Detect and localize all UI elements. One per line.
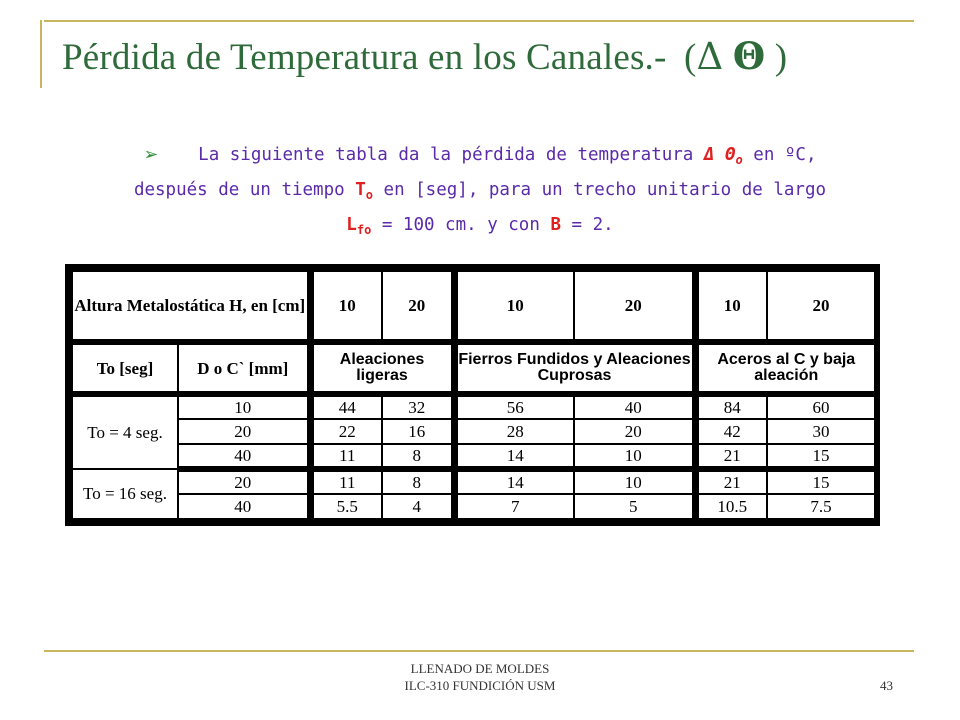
t-symbol: T <box>355 180 366 200</box>
intro-text-4: en [seg], para un trecho unitario de largo <box>383 180 827 200</box>
value-cell: 11 <box>310 469 382 494</box>
intro-text-6: = 2. <box>571 215 614 235</box>
table-row <box>72 494 875 519</box>
intro-text-2: en ºC, <box>753 145 817 165</box>
top-rule <box>44 20 914 22</box>
table-row <box>72 394 875 419</box>
value-cell: 21 <box>695 469 767 494</box>
footer <box>350 660 610 694</box>
value-cell: 21 <box>695 444 767 469</box>
height-cell: 20 <box>767 271 875 342</box>
height-cell: 20 <box>574 271 695 342</box>
temperature-loss-table-frame <box>65 264 880 526</box>
value-cell: 16 <box>382 419 454 444</box>
height-cell: 20 <box>382 271 454 342</box>
value-cell: 56 <box>454 394 574 419</box>
value-cell: 8 <box>382 444 454 469</box>
t-subscript: o <box>365 188 373 202</box>
value-cell: 14 <box>454 444 574 469</box>
value-cell: 28 <box>454 419 574 444</box>
intro-paragraph <box>62 140 898 245</box>
table-row <box>72 469 875 494</box>
value-cell: 14 <box>454 469 574 494</box>
height-cell: 10 <box>454 271 574 342</box>
value-cell: 15 <box>767 444 875 469</box>
value-cell: 10.5 <box>695 494 767 519</box>
value-cell: 84 <box>695 394 767 419</box>
delta-theta-symbol: Δ Θ <box>703 145 736 165</box>
value-cell: 11 <box>310 444 382 469</box>
group-header-cell: Fierros Fundidos y Aleaciones Cuprosas <box>454 342 695 394</box>
title-text: Pérdida de Temperatura en los Canales.- <box>62 37 667 78</box>
diameter-cell: 20 <box>178 419 310 444</box>
value-cell: 40 <box>574 394 695 419</box>
left-rule <box>40 20 42 88</box>
title-open-paren: ( <box>684 37 697 78</box>
intro-text-3: después de un tiempo <box>133 180 345 200</box>
l-symbol: L <box>346 215 357 235</box>
intro-text-5: = 100 cm. y con <box>381 215 540 235</box>
value-cell: 30 <box>767 419 875 444</box>
page-number: 43 <box>880 678 893 693</box>
value-cell: 60 <box>767 394 875 419</box>
b-symbol: B <box>550 215 561 235</box>
title-close-paren: ) <box>774 37 788 78</box>
title-theta-symbol: Θ <box>732 34 766 78</box>
value-cell: 8 <box>382 469 454 494</box>
height-cell: 10 <box>695 271 767 342</box>
slide-title <box>62 34 787 79</box>
footer-line-2: ILC-310 FUNDICIÓN USM <box>404 678 556 693</box>
value-cell: 10 <box>574 444 695 469</box>
height-cell: 10 <box>310 271 382 342</box>
value-cell: 22 <box>310 419 382 444</box>
value-cell: 42 <box>695 419 767 444</box>
value-cell: 10 <box>574 469 695 494</box>
value-cell: 5 <box>574 494 695 519</box>
diameter-header-cell: D o C` [mm] <box>178 342 310 394</box>
diameter-cell: 10 <box>178 394 310 419</box>
to-header-cell: To [seg] <box>72 342 178 394</box>
value-cell: 32 <box>382 394 454 419</box>
diameter-cell: 40 <box>178 444 310 469</box>
value-cell: 7 <box>454 494 574 519</box>
table-row <box>72 419 875 444</box>
value-cell: 4 <box>382 494 454 519</box>
table-row <box>72 444 875 469</box>
value-cell: 5.5 <box>310 494 382 519</box>
height-header-cell: Altura Metalostática H, en [cm] <box>72 271 310 342</box>
group-header-cell: Aceros al C y baja aleación <box>695 342 875 394</box>
value-cell: 7.5 <box>767 494 875 519</box>
delta-theta-subscript: o <box>735 153 743 167</box>
arrow-bullet-icon: ➢ <box>143 145 159 165</box>
value-cell: 15 <box>767 469 875 494</box>
to-cell: To = 16 seg. <box>72 469 178 519</box>
value-cell: 44 <box>310 394 382 419</box>
group-header-cell: Aleaciones ligeras <box>310 342 454 394</box>
intro-text-1: La siguiente tabla da la pérdida de temperatura <box>198 145 694 165</box>
l-subscript: fo <box>356 223 372 237</box>
diameter-cell: 40 <box>178 494 310 519</box>
value-cell: 20 <box>574 419 695 444</box>
temperature-loss-table <box>71 270 876 520</box>
title-delta-symbol: Δ <box>696 35 724 78</box>
footer-line-1: LLENADO DE MOLDES <box>410 661 550 676</box>
diameter-cell: 20 <box>178 469 310 494</box>
bottom-rule <box>44 650 914 652</box>
to-cell: To = 4 seg. <box>72 394 178 469</box>
